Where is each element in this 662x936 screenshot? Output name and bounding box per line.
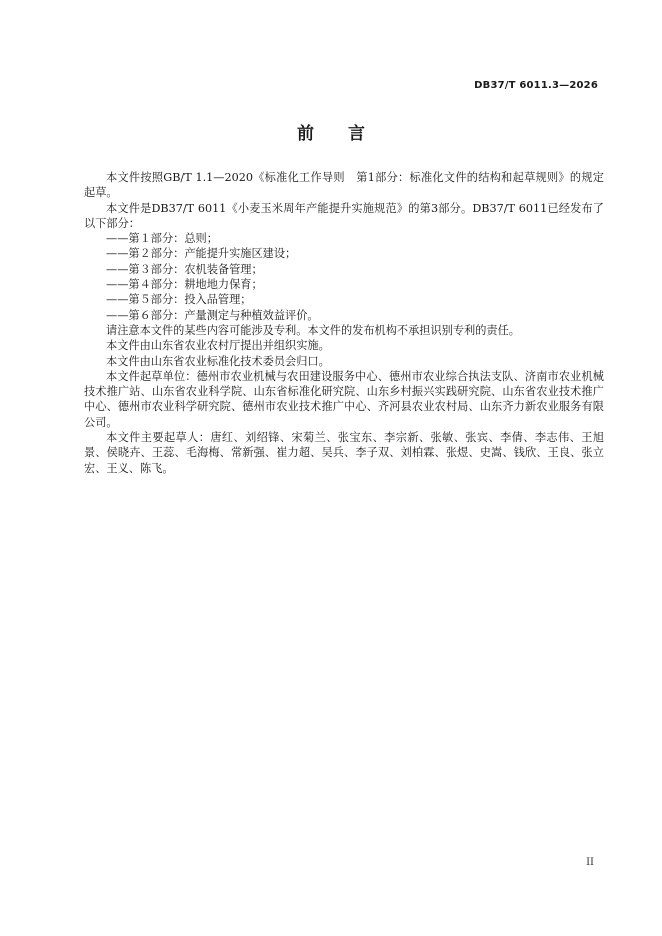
list-item-part-5: ——第５部分：投入品管理；: [106, 293, 252, 307]
list-item-part-2: ——第２部分：产能提升实施区建设；: [106, 247, 297, 261]
paragraph-patent-notice: 请注意本文件的某些内容可能涉及专利。本文件的发布机构不承担识别专利的责任。: [106, 323, 520, 337]
list-item-part-6: ——第６部分：产量测定与种植效益评价。: [106, 308, 319, 322]
paragraph-drafting-units: 本文件起草单位：德州市农业机械与农田建设服务中心、德州市农业综合执法支队、济南市农业机械技术推广站、山东省农业科学院、山东省标准化研究院、山东乡村振兴实践研究院、山东省农业技术推广中心、德州市农业科学研究院、德州市农业技术推广中心、齐河县农业农村局、山东齐力新农业服务有限公司。: [84, 369, 604, 429]
paragraph-proposer: 本文件由山东省农业农村厅提出并组织实施。: [106, 339, 330, 353]
paragraph-drafting-rules: 本文件按照GB/T 1.1—2020《标准化工作导则 第1部分：标准化文件的结构和起草规则》的规定起草。: [84, 171, 604, 200]
document-code: DB37/T 6011.3—2026: [474, 80, 598, 91]
page-number: II: [586, 857, 594, 868]
paragraph-drafters: 本文件主要起草人：唐红、刘绍锋、宋菊兰、张宝东、李宗新、张敏、张宾、李倩、李志伟、王旭景、侯晓卉、王蕊、毛海梅、常新强、崔力超、吴兵、李子双、刘柏霖、张煜、史嵩、钱欣、王良、张立宏、王义、陈飞。: [84, 431, 604, 475]
list-item-part-1: ——第１部分：总则；: [106, 232, 218, 246]
preface-body: [84, 170, 604, 476]
paragraph-committee: 本文件由山东省农业标准化技术委员会归口。: [106, 354, 330, 368]
paragraph-series-info: 本文件是DB37/T 6011《小麦玉米周年产能提升实施规范》的第3部分。DB37/T 6011已经发布了以下部分：: [84, 201, 604, 230]
page-title: 前 言: [297, 124, 365, 144]
list-item-part-3: ——第３部分：农机装备管理；: [106, 262, 263, 276]
list-item-part-4: ——第４部分：耕地地力保育；: [106, 278, 263, 292]
